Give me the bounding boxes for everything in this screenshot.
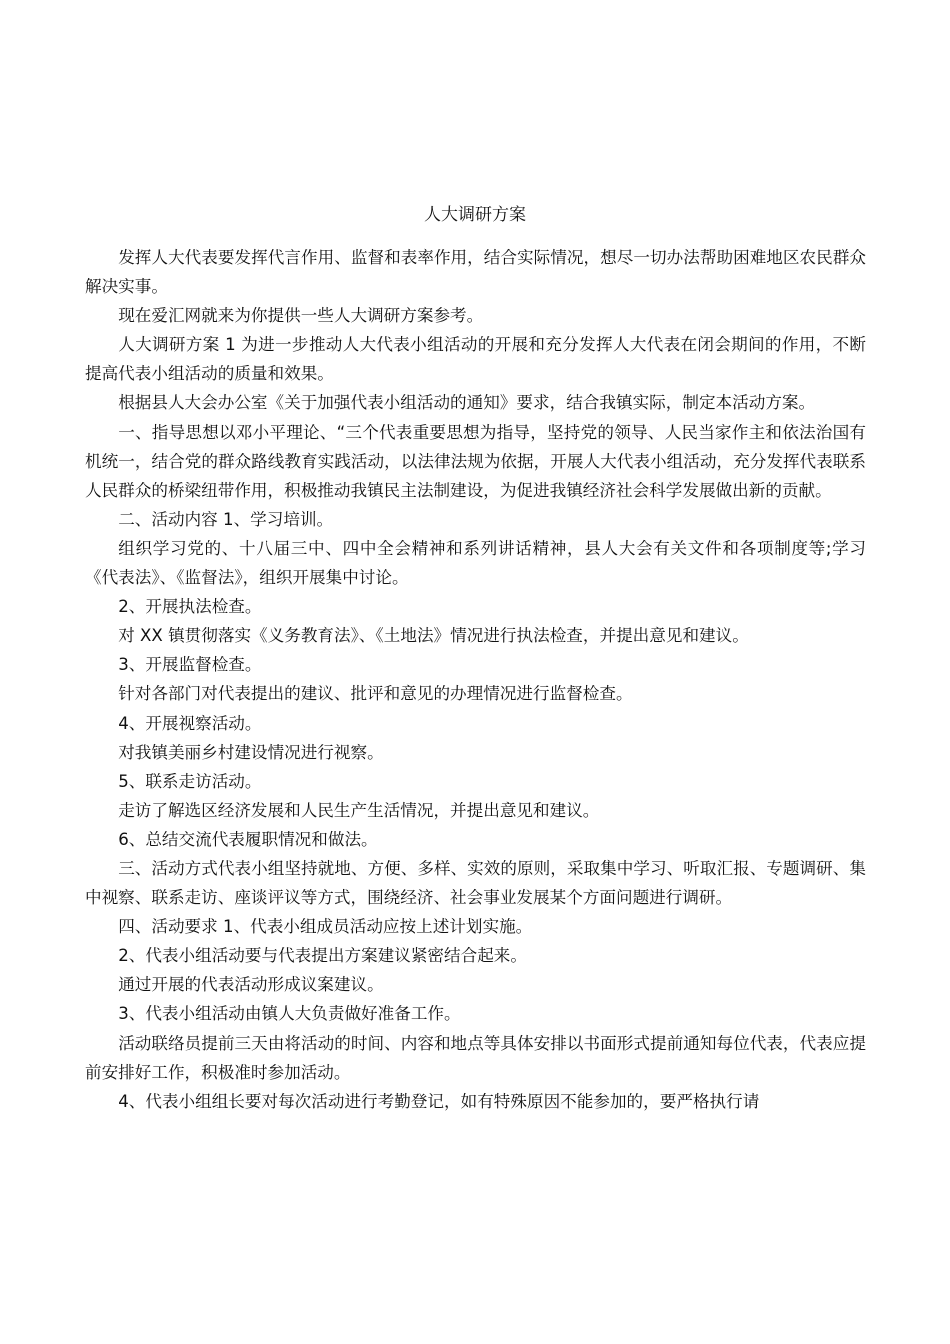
- paragraph: 4、代表小组组长要对每次活动进行考勤登记，如有特殊原因不能参加的，要严格执行请: [118, 1091, 760, 1111]
- paragraph: 5、联系走访活动。: [118, 771, 262, 791]
- document-body: [85, 243, 866, 1116]
- paragraph: 活动联络员提前三天由将活动的时间、内容和地点等具体安排以书面形式提前通知每位代表，代表应提前安排好工作，积极准时参加活动。: [85, 1033, 866, 1082]
- paragraph: 走访了解选区经济发展和人民生产生活情况，并提出意见和建议。: [118, 800, 600, 820]
- paragraph: 组织学习党的、十八届三中、四中全会精神和系列讲话精神，县人大会有关文件和各项制度等;学习《代表法》、《监督法》，组织开展集中讨论。: [85, 538, 866, 588]
- paragraph: 发挥人大代表要发挥代言作用、监督和表率作用，结合实际情况，想尽一切办法帮助困难地区农民群众解决实事。: [85, 248, 866, 297]
- document-title: 人大调研方案: [424, 205, 526, 225]
- paragraph: 3、开展监督检查。: [118, 655, 262, 675]
- paragraph: 四、活动要求 1、代表小组成员活动应按上述计划实施。: [118, 917, 533, 937]
- paragraph: 6、总结交流代表履职情况和做法。: [118, 829, 378, 849]
- paragraph: 根据县人大会办公室《关于加强代表小组活动的通知》要求，结合我镇实际，制定本活动方案。: [118, 393, 816, 413]
- paragraph: 对我镇美丽乡村建设情况进行视察。: [118, 742, 384, 762]
- paragraph: 现在爱汇网就来为你提供一些人大调研方案参考。: [118, 306, 484, 326]
- paragraph: 针对各部门对代表提出的建议、批评和意见的办理情况进行监督检查。: [118, 684, 633, 704]
- paragraph: 通过开展的代表活动形成议案建议。: [118, 975, 384, 995]
- paragraph: 2、开展执法检查。: [118, 597, 262, 617]
- paragraph: 二、活动内容 1、学习培训。: [118, 509, 334, 529]
- paragraph: 对 XX 镇贯彻落实《义务教育法》、《土地法》情况进行执法检查，并提出意见和建议。: [118, 626, 749, 646]
- paragraph: 3、代表小组活动由镇人大负责做好准备工作。: [118, 1004, 461, 1024]
- paragraph: 人大调研方案 1 为进一步推动人大代表小组活动的开展和充分发挥人大代表在闭会期间的作用，不断提高代表小组活动的质量和效果。: [85, 335, 866, 384]
- paragraph: 4、开展视察活动。: [118, 713, 262, 733]
- paragraph: 三、活动方式代表小组坚持就地、方便、多样、实效的原则，采取集中学习、听取汇报、专题调研、集中视察、联系走访、座谈评议等方式，围绕经济、社会事业发展某个方面问题进行调研。: [85, 858, 866, 908]
- paragraph: 一、指导思想以邓小平理论、“三个代表重要思想为指导，坚持党的领导、人民当家作主和依法治国有机统一，结合党的群众路线教育实践活动，以法律法规为依据，开展人大代表小组活动，充分发挥代表联系人民群众的桥梁纽带作用，积极推动我镇民主法制建设，为促进我镇经济社会科学发展做出新的贡献。: [85, 422, 866, 500]
- paragraph: 2、代表小组活动要与代表提出方案建议紧密结合起来。: [118, 946, 527, 966]
